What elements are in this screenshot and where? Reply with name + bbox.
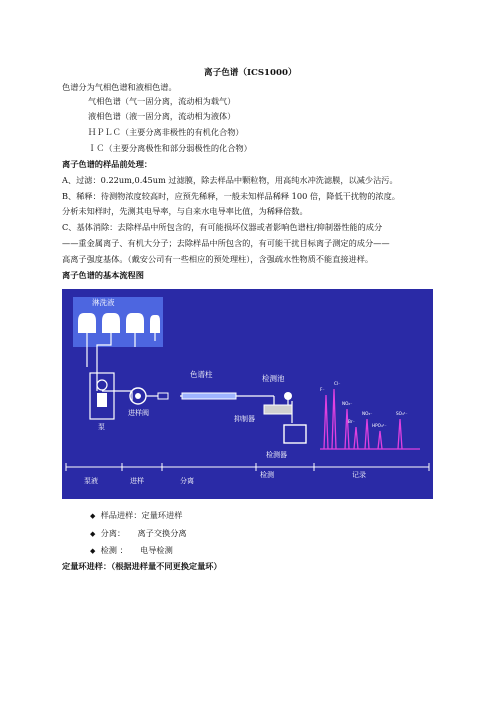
suppressor-icon <box>264 405 292 414</box>
pump-label: 泵 <box>98 423 105 431</box>
peak-label: Br⁻ <box>348 419 355 424</box>
type-hplc: ＨＰＬＣ（主要分离非极性的有机化合物） <box>88 127 244 137</box>
flow-heading: 离子色谱的基本流程图 <box>62 270 144 280</box>
ic-flow-diagram <box>62 289 433 499</box>
peak-label: NO₂⁻ <box>342 401 353 406</box>
pretreat-line: ——重金属离子、有机大分子；去除样品中所包含的，有可能干扰目标离子测定的成分—— <box>62 238 390 248</box>
intro-text: 色谱分为气相色谱和液相色谱。 <box>62 82 177 92</box>
pretreat-line: 分析未知样时，先测其电导率，与自来水电导率比值，为稀释倍数。 <box>62 206 308 216</box>
list-item <box>90 510 183 522</box>
pretreat-line: B、稀释：待测物浓度较高时，应预先稀释，一般未知样品稀释 100 倍，降低干扰物的浓度。 <box>62 191 400 201</box>
stage-label: 检测 <box>260 471 274 479</box>
type-lc: 液相色谱（液一固分离，流动相为液体） <box>88 111 236 121</box>
peak-label: SO₄²⁻ <box>396 411 408 416</box>
peak-label: F⁻ <box>320 387 325 392</box>
bullet-icon: ◆ <box>90 512 96 520</box>
detector-cell-icon <box>284 392 292 400</box>
detector-cell-label: 检测池 <box>262 374 285 383</box>
bullet-text: 样品进样：定量环进样 <box>100 510 183 520</box>
bullet-text: 检测 ： 电导检测 <box>100 545 173 555</box>
column-icon <box>182 393 236 399</box>
bottom-heading: 定量环进样：（根据进样量不同更换定量环） <box>62 561 222 571</box>
stage-label: 进样 <box>130 477 144 485</box>
pretreat-line: 高离子强度基体。（戴安公司有一些相应的预处理柱），含强疏水性物质不能直接进样。 <box>62 254 374 264</box>
stage-label: 记录 <box>352 471 366 479</box>
suppressor-label: 抑制器 <box>234 415 255 423</box>
column-label: 色谱柱 <box>190 370 213 379</box>
peak-label: HPO₄²⁻ <box>372 423 387 428</box>
peak-label: Cl⁻ <box>334 381 341 386</box>
eluent-label: 淋洗液 <box>92 298 115 307</box>
bullet-icon: ◆ <box>90 530 96 538</box>
list-item <box>90 528 187 540</box>
injector-label: 进样阀 <box>128 409 149 417</box>
pretreat-line: A、过滤：0.22um,0.45um 过滤膜，除去样品中颗粒物，用高纯水冲洗滤膜，以减少沾污。 <box>62 175 398 185</box>
bullet-text: 分离： 离子交换分离 <box>100 528 187 538</box>
page-title: 离子色谱（ICS1000） <box>204 68 297 78</box>
type-gc: 气相色谱（气一固分离，流动相为载气） <box>88 96 236 106</box>
stage-label: 泵液 <box>84 477 98 485</box>
type-ic: ＩＣ（主要分离极性和部分弱极性的化合物） <box>88 143 252 153</box>
list-item <box>90 545 173 557</box>
stage-label: 分离 <box>180 477 194 485</box>
pretreat-heading: 离子色谱的样品前处理： <box>62 159 153 169</box>
detector-label: 检测器 <box>266 451 287 459</box>
pretreat-line: C、基体消除：去除样品中所包含的，有可能损坏仪器或者影响色谱柱/抑制器性能的成分 <box>62 222 383 232</box>
bullet-icon: ◆ <box>90 547 96 555</box>
peak-label: NO₃⁻ <box>362 411 373 416</box>
